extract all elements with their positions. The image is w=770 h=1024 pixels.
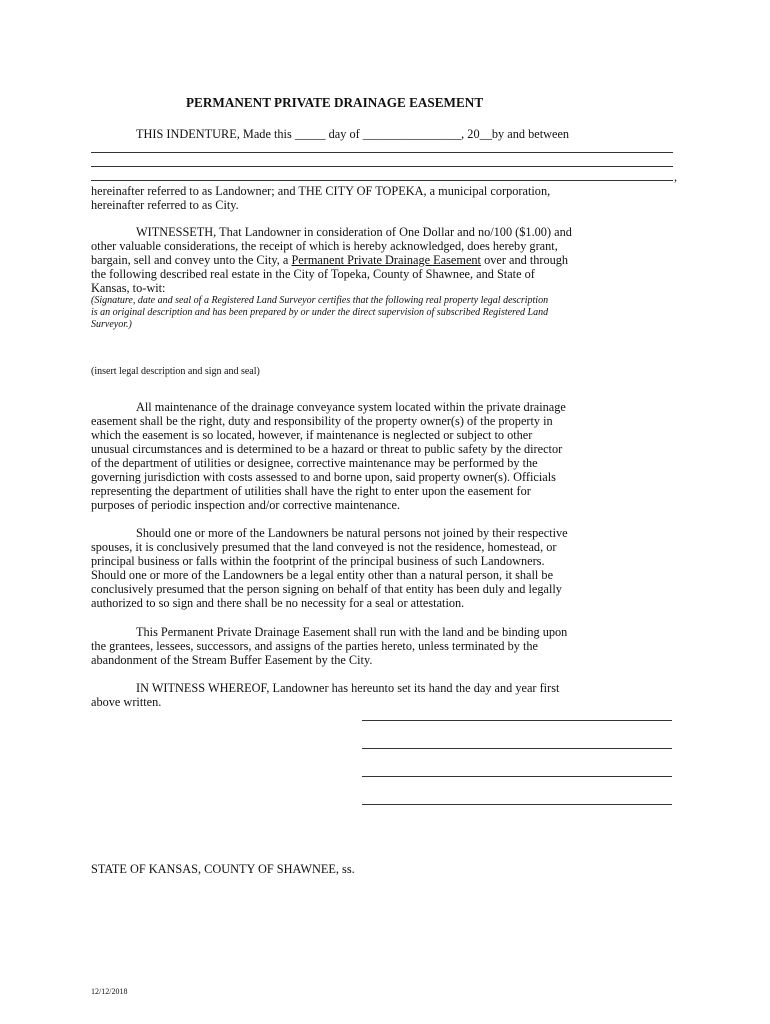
landowners-line-3: principal business or falls within the footprint of the principal business of such Landowners. [91,554,545,568]
witnesseth-line-3 [91,253,568,267]
surveyor-note-line-1: (Signature, date and seal of a Registered Land Surveyor certifies that the following real property legal description [91,295,549,306]
surveyor-note-line-3: Surveyor.) [91,319,132,330]
landowners-line-4: Should one or more of the Landowners be a legal entity other than a natural person, it shall be [91,568,554,582]
witnesseth-line-5: Kansas, to-wit: [91,281,166,295]
landowners-line-1: Should one or more of the Landowners be natural persons not joined by their respective [136,526,568,540]
maintenance-line-5: of the department of utilities or designee, corrective maintenance may be performed by the [91,456,538,470]
document-title: PERMANENT PRIVATE DRAINAGE EASEMENT [186,95,484,110]
signature-line-2[interactable] [362,748,672,749]
easement-name-underlined: Permanent Private Drainage Easement [291,253,481,267]
footer-date: 12/12/2018 [91,987,128,996]
insert-legal-description: (insert legal description and sign and seal) [91,366,260,377]
maintenance-line-7: representing the department of utilities shall have the right to enter upon the easement for [91,484,531,498]
landowners-line-6: authorized to so sign and there shall be no necessity for a seal or attestation. [91,596,465,610]
witness-whereof-line-2: above written. [91,695,162,709]
state-county-line: STATE OF KANSAS, COUNTY OF SHAWNEE, ss. [91,862,355,876]
runs-with-land-line-2: the grantees, lessees, successors, and assigns of the parties hereto, unless terminated by the [91,639,538,653]
signature-line-1[interactable] [362,720,672,721]
signature-line-4[interactable] [362,804,672,805]
witnesseth-line-3-post: over and through [484,253,569,267]
maintenance-line-6: governing jurisdiction with costs assessed to and borne upon, said property owner(s). Officials [91,470,556,484]
maintenance-line-1: All maintenance of the drainage conveyance system located within the private drainage [136,400,566,414]
witness-whereof-line-1: IN WITNESS WHEREOF, Landowner has hereunto set its hand the day and year first [136,681,560,695]
party-blank-line-2 [91,166,673,167]
indenture-line: THIS INDENTURE, Made this _____ day of ________________, 20__by and between [136,127,570,141]
maintenance-line-4: unusual circumstances and is determined to be a hazard or threat to public safety by the director [91,442,563,456]
signature-line-3[interactable] [362,776,672,777]
witnesseth-line-1: WITNESSETH, That Landowner in consideration of One Dollar and no/100 ($1.00) and [136,225,572,239]
runs-with-land-line-1: This Permanent Private Drainage Easement shall run with the land and be binding upon [136,625,568,639]
maintenance-line-3: which the easement is so located, however, if maintenance is neglected or subject to other [91,428,533,442]
witnesseth-line-3-pre: bargain, sell and convey unto the City, a [91,253,289,267]
witnesseth-line-4: the following described real estate in the City of Topeka, County of Shawnee, and State of [91,267,535,281]
landowners-line-2: spouses, it is conclusively presumed that the land conveyed is not the residence, homestead, or [91,540,557,554]
party-line-comma: , [674,170,678,184]
party-blank-line-1 [91,152,673,153]
hereinafter-city: hereinafter referred to as City. [91,198,239,212]
maintenance-line-2: easement shall be the right, duty and responsibility of the property owner(s) of the property in [91,414,553,428]
party-blank-line-3 [91,180,673,181]
runs-with-land-line-3: abandonment of the Stream Buffer Easement by the City. [91,653,373,667]
maintenance-line-8: purposes of periodic inspection and/or corrective maintenance. [91,498,401,512]
hereinafter-landowner: hereinafter referred to as Landowner; and THE CITY OF TOPEKA, a municipal corporation, [91,184,551,198]
surveyor-note-line-2: is an original description and has been prepared by or under the direct supervision of subscribed Registered Land [91,307,549,318]
landowners-line-5: conclusively presumed that the person signing on behalf of that entity has been duly and legally [91,582,562,596]
witnesseth-line-2: other valuable considerations, the receipt of which is hereby acknowledged, does hereby grant, [91,239,558,253]
